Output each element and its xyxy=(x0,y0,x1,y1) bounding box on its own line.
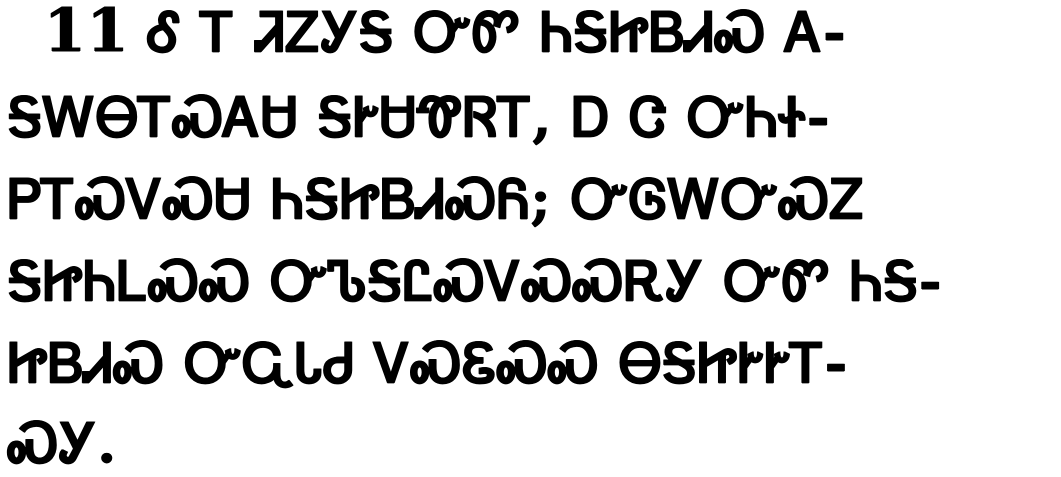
verse-line-4: ᎦᏥᏂᏞᏍᏍ ᏅᏖᎦᏝᏍᏙᏍᏍᎡᎩ ᏅᏛ ᏂᎦ- xyxy=(8,249,943,313)
verse-line-3: ᏢᎢᏍᏙᏍᏌ ᏂᎦᏥᏴᏗᏍᏲ; ᏅᎶᎳᏅᏍᏃ xyxy=(8,167,866,231)
verse-line-5: ᏥᏴᏗᏍ ᏅᏩᏓᏧ ᏙᏍᏋᏍᏍ ᎾᎦᏥᎨᎨᎢ- xyxy=(8,331,849,395)
verse-line-1-text: Ꮄ Ꭲ ᏘᏃᎩᎦ ᏅᏛ ᏂᎦᏥᏴᏗᏍ Ꭺ- xyxy=(147,0,847,64)
verse-line-1 xyxy=(44,0,847,67)
verse-number: 11 xyxy=(44,0,130,66)
verse-line-6: ᏍᎩ. xyxy=(8,411,118,475)
verse-line-2: ᎦᎳᎾᎢᏍᎪᏌ ᎦᎨᏌᏡᏒᎢ, Ꭰ Ꮳ ᏅᏂᏐ- xyxy=(8,85,831,149)
